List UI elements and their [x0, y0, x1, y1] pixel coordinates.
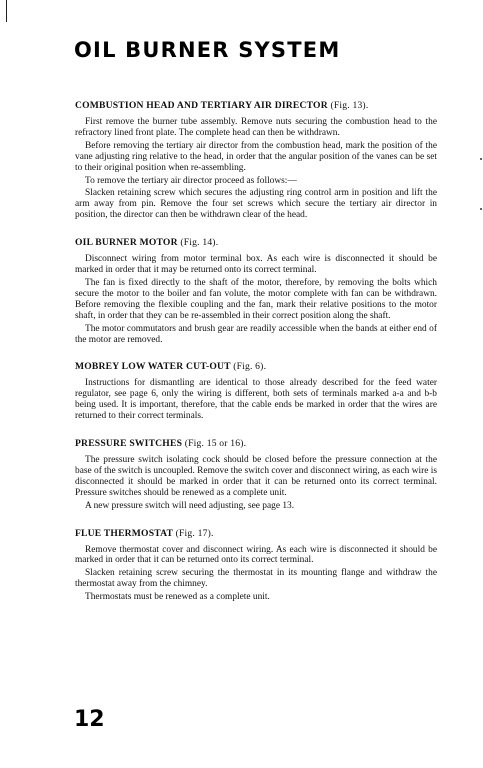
- section-heading: OIL BURNER MOTOR (Fig. 14).: [75, 237, 219, 249]
- figure-ref: (Fig. 15 or 16).: [184, 438, 247, 450]
- paragraph: Before removing the tertiary air director from the combustion head, mark the position of the vane adjusting ring relative to the head, in order that the angular position of the vanes can be set to their original position when re-assembling.: [75, 140, 437, 173]
- paragraph: To remove the tertiary air director proceed as follows:—: [85, 175, 297, 186]
- section-heading: MOBREY LOW WATER CUT-OUT (Fig. 6).: [75, 361, 267, 373]
- paragraph: First remove the burner tube assembly. Remove nuts securing the combustion head to the refractory lined front plate. The complete head can then be withdrawn.: [75, 117, 437, 138]
- section-mobrey-low-water-cut-out: [75, 361, 437, 422]
- paragraph: The fan is fixed directly to the shaft of the motor, therefore, by removing the bolts which secure the motor to the boiler and fan volute, the motor complete with fan can be withdrawn. Before removing the flexible coupling and the fan, mark their relative positions to the motor shaft, in order that they can be re-assembled in their correct position along the shaft.: [75, 277, 437, 321]
- figure-ref: (Fig. 13).: [330, 100, 369, 111]
- section-heading: COMBUSTION HEAD AND TERTIARY AIR DIRECTOR (Fig. 13).: [75, 100, 369, 111]
- paragraph: A new pressure switch will need adjusting, see page 13.: [85, 500, 295, 511]
- paragraph: Instructions for dismantling are identical to those already described for the feed water regulator, see page 6, only the wiring is different, both sets of terminals marked a-a and b-b being used. It is important, therefore, that the cable ends be marked in order that the wires are returned to their correct terminals.: [75, 378, 437, 422]
- paragraph: Remove thermostat cover and disconnect wiring. As each wire is disconnected it should be marked in order that it can be returned onto its correct terminal.: [75, 544, 437, 566]
- section-combustion-head: [75, 100, 437, 221]
- page-number: 12: [74, 707, 105, 732]
- paragraph: Disconnect wiring from motor terminal box. As each wire is disconnected it should be marked in order that it may be returned onto its correct terminal.: [75, 254, 437, 276]
- section-flue-thermostat: [75, 528, 437, 604]
- figure-ref: (Fig. 14).: [180, 237, 219, 249]
- scan-speck: [480, 208, 482, 210]
- section-heading: FLUE THERMOSTAT (Fig. 17).: [75, 527, 214, 539]
- paragraph: The motor commutators and brush gear are readily accessible when the bands at either end of the motor are removed.: [75, 323, 437, 345]
- section-heading: PRESSURE SWITCHES (Fig. 15 or 16).: [75, 438, 247, 450]
- scan-edge-mark: [6, 0, 7, 22]
- paragraph: Slacken retaining screw which secures the adjusting ring control arm in position and lift the arm away from pin. Remove the four set screws which secure the tertiary air director in position, the director can then be withdrawn clear of the head.: [75, 188, 437, 221]
- figure-ref: (Fig. 17).: [175, 527, 214, 539]
- paragraph: Thermostats must be renewed as a complete unit.: [85, 592, 270, 603]
- figure-ref: (Fig. 6).: [233, 361, 267, 373]
- scan-speck: [480, 158, 482, 160]
- section-oil-burner-motor: [75, 237, 437, 345]
- section-pressure-switches: [75, 438, 437, 512]
- paragraph: Slacken retaining screw securing the thermostat in its mounting flange and withdraw the thermostat away from the chimney.: [75, 568, 437, 590]
- paragraph: The pressure switch isolating cock should be closed before the pressure connection at the base of the switch is uncoupled. Remove the switch cover and disconnect wiring, as each wire is disconnected it should be marked in order that it can be returned onto its correct terminal. Pressure switches should be renewed as a complete unit.: [75, 455, 437, 498]
- page-body: [75, 100, 437, 619]
- page-title: OIL BURNER SYSTEM: [74, 38, 341, 62]
